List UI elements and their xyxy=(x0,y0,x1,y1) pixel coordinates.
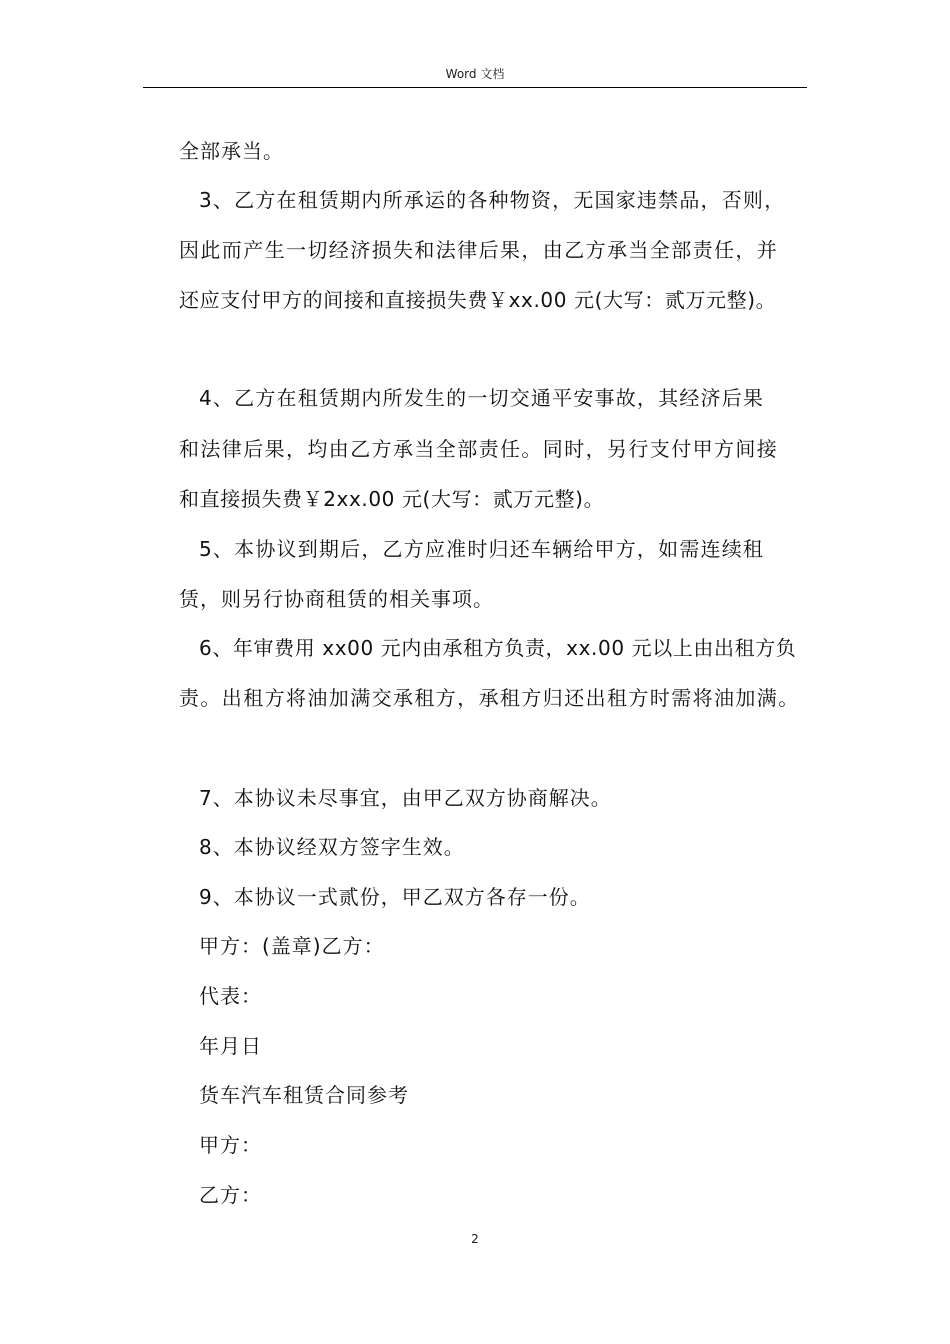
paragraph-line: 8、本协议经双方签字生效。 xyxy=(199,835,465,859)
paragraph-line: 还应支付甲方的间接和直接损失费￥xx.00 元(大写：贰万元整)。 xyxy=(179,288,777,312)
page-number: 2 xyxy=(471,1232,479,1246)
party-b-label: 乙方： xyxy=(199,1183,262,1207)
paragraph-line: 责。出租方将油加满交承租方，承租方归还出租方时需将油加满。 xyxy=(179,686,800,710)
paragraph-line: 全部承当。 xyxy=(179,139,284,163)
header-divider xyxy=(143,87,807,88)
signature-party-a-b: 甲方：(盖章)乙方： xyxy=(199,934,385,958)
paragraph-line: 赁，则另行协商租赁的相关事项。 xyxy=(179,587,494,611)
paragraph-line: 4、乙方在租赁期内所发生的一切交通平安事故，其经济后果 xyxy=(199,386,765,410)
paragraph-line: 和直接损失费￥2xx.00 元(大写：贰万元整)。 xyxy=(179,487,605,511)
signature-date: 年月日 xyxy=(199,1034,262,1058)
paragraph-line: 5、本协议到期后，乙方应准时归还车辆给甲方，如需连续租 xyxy=(199,537,765,561)
paragraph-line: 3、乙方在租赁期内所承运的各种物资，无国家违禁品，否则， xyxy=(199,188,786,212)
paragraph-line: 因此而产生一切经济损失和法律后果，由乙方承当全部责任，并 xyxy=(179,238,779,262)
paragraph-line: 9、本协议一式贰份，甲乙双方各存一份。 xyxy=(199,885,591,909)
paragraph-line: 6、年审费用 xx00 元内由承租方负责，xx.00 元以上由出租方负 xyxy=(199,636,797,660)
party-a-label: 甲方： xyxy=(199,1133,262,1157)
section-title: 货车汽车租赁合同参考 xyxy=(199,1083,409,1107)
page-header: Word 文档 xyxy=(445,67,505,81)
signature-representative: 代表： xyxy=(199,984,262,1008)
paragraph-line: 7、本协议未尽事宜，由甲乙双方协商解决。 xyxy=(199,786,612,810)
paragraph-line: 和法律后果，均由乙方承当全部责任。同时，另行支付甲方间接 xyxy=(179,437,779,461)
